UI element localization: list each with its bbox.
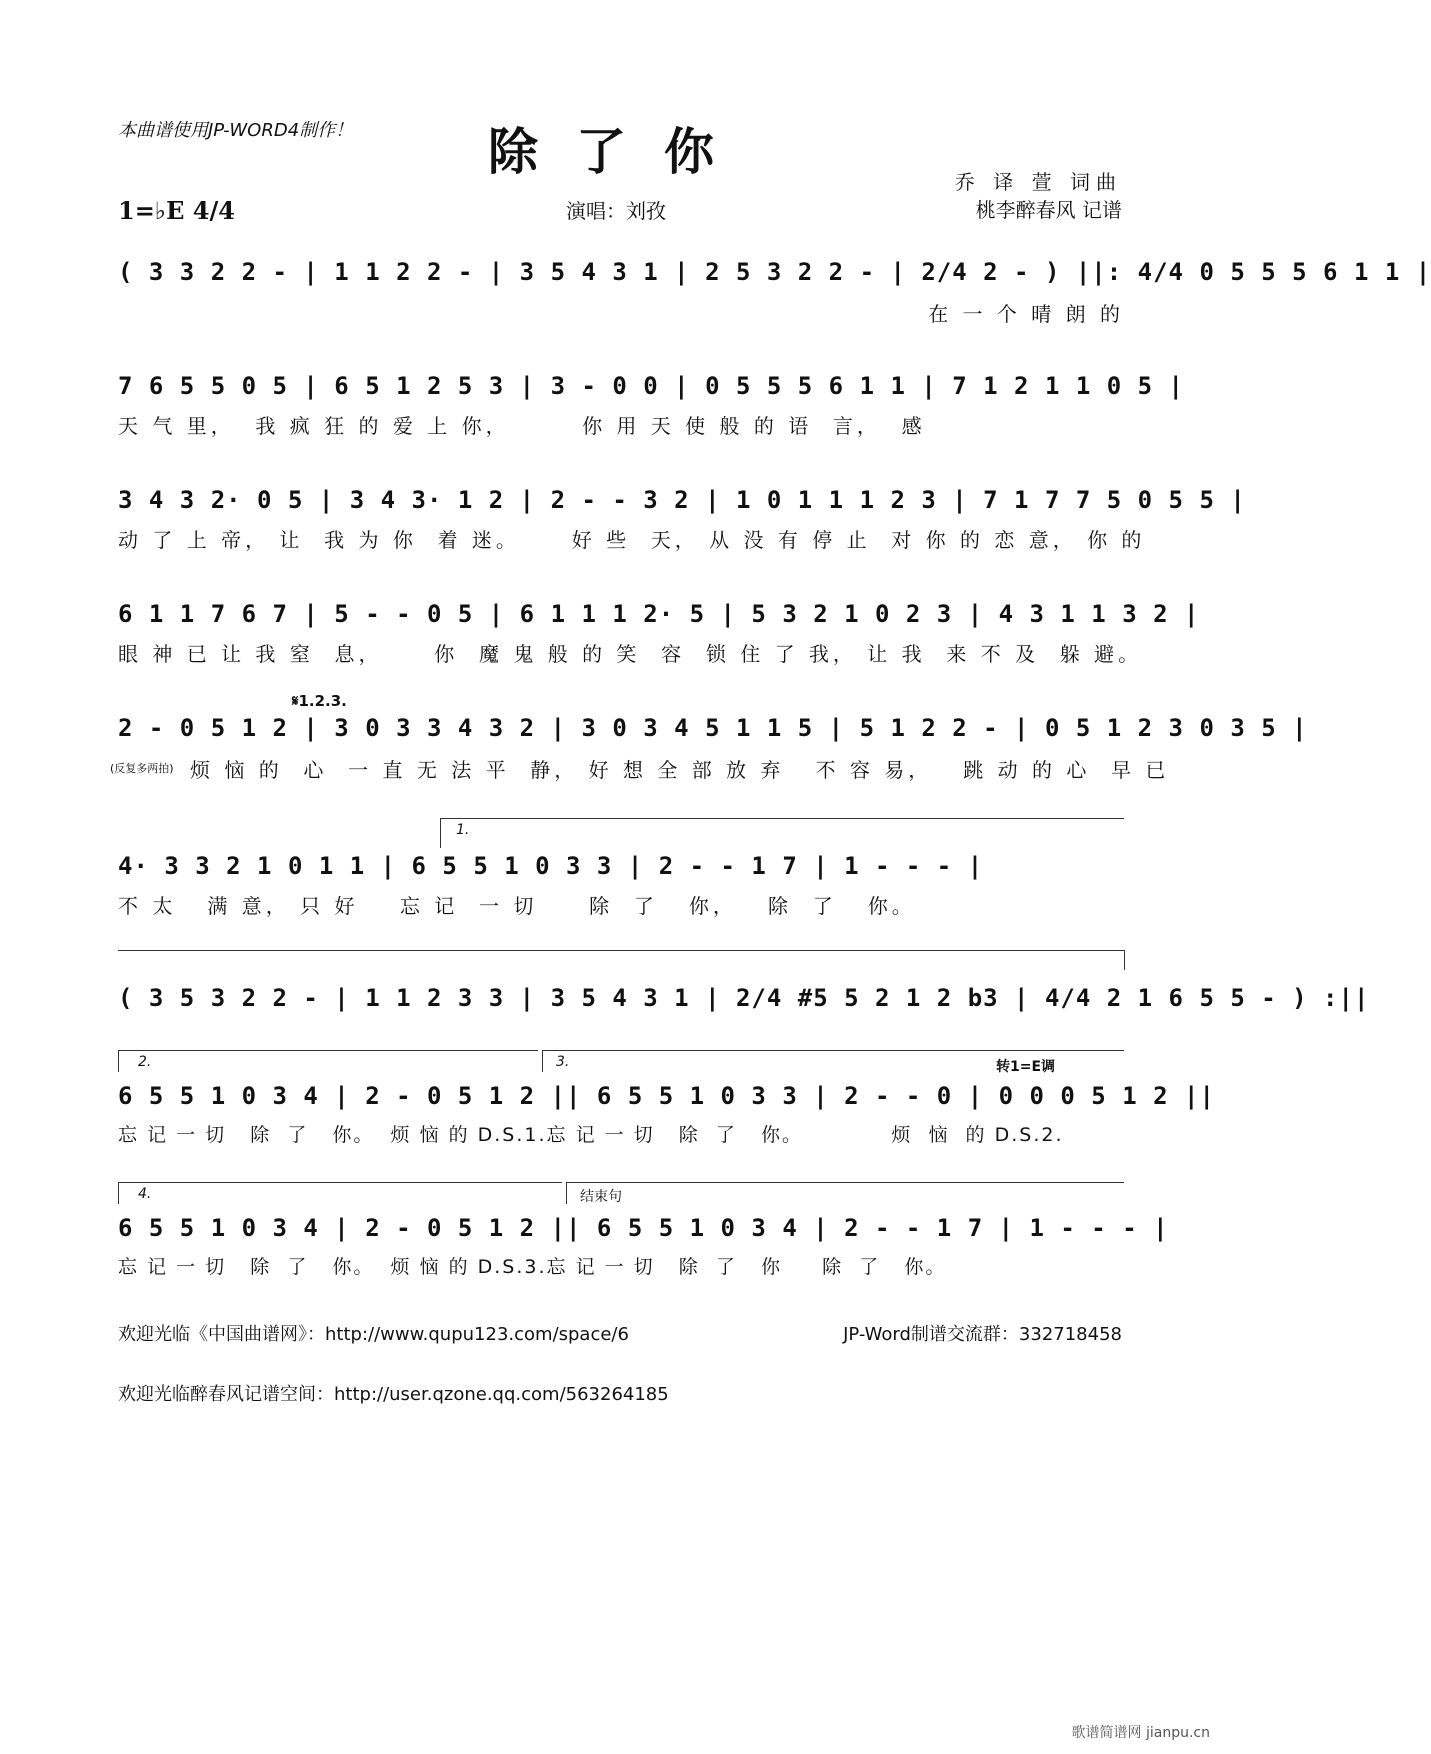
- score-row-3: 3 4 3 2· 0 5 | 3 4 3· 1 2 | 2 - - 3 2 | 1 0 1 1 1 2 3 | 7 1 7 7 5 0 5 5 |: [118, 486, 1246, 514]
- score-row-5: 2 - 0 5 1 2 | 3 0 3 3 4 3 2 | 3 0 3 4 5 1 1 5 | 5 1 2 2 - | 0 5 1 2 3 0 3 5 |: [118, 714, 1308, 742]
- score-row-4: 6 1 1 7 6 7 | 5 - - 0 5 | 6 1 1 1 2· 5 | 5 3 2 1 0 2 3 | 4 3 1 1 3 2 |: [118, 600, 1200, 628]
- volta-2-tick: [118, 1050, 119, 1072]
- lyric-row-3: 动 了 上 帝， 让 我 为 你 着 迷。 好 些 天， 从 没 有 停 止 对 你 的 恋 意， 你 的: [118, 528, 1146, 552]
- repeat-note: (反复多两拍): [110, 762, 174, 775]
- lyric-row-4: 眼 神 已 让 我 窒 息， 你 魔 鬼 般 的 笑 容 锁 住 了 我， 让 我 来 不 及 躲 避。: [118, 642, 1143, 666]
- modulation-note: 转1=E调: [996, 1059, 1056, 1075]
- ending-label: 结束句: [580, 1189, 622, 1205]
- score-row-9: 6 5 5 1 0 3 4 | 2 - 0 5 1 2 || 6 5 5 1 0 3 4 | 2 - - 1 7 | 1 - - - |: [118, 1214, 1169, 1242]
- transcriber-credit: 桃李醉春风 记谱: [975, 198, 1122, 222]
- volta-2-label: 2.: [138, 1054, 152, 1070]
- interlude-bracket: [118, 950, 1124, 951]
- key-signature: 1=♭E 4/4: [118, 196, 235, 225]
- tool-note: 本曲谱使用JP-WORD4制作！: [118, 120, 354, 141]
- volta-3-label: 3.: [556, 1054, 570, 1070]
- lyric-row-9: 忘 记 一 切 除 了 你。 烦 恼 的 D.S.3.忘 记 一 切 除 了 你 除 了 你。: [118, 1256, 947, 1278]
- song-title: 除了你: [488, 122, 752, 181]
- footer-link-2[interactable]: 欢迎光临醉春风记谱空间：http://user.qzone.qq.com/563264185: [118, 1384, 669, 1405]
- score-row-2: 7 6 5 5 0 5 | 6 5 1 2 5 3 | 3 - 0 0 | 0 5 5 5 6 1 1 | 7 1 2 1 1 0 5 |: [118, 372, 1184, 400]
- volta-1-label: 1.: [456, 822, 470, 838]
- footer-link-1[interactable]: 欢迎光临《中国曲谱网》：http://www.qupu123.com/space/6: [118, 1324, 629, 1345]
- volta-2-bracket: [118, 1050, 538, 1051]
- volta-4-label: 4.: [138, 1186, 152, 1202]
- score-row-8: 6 5 5 1 0 3 4 | 2 - 0 5 1 2 || 6 5 5 1 0 3 3 | 2 - - 0 | 0 0 0 5 1 2 ||: [118, 1082, 1215, 1110]
- volta-4-bracket: [118, 1182, 562, 1183]
- lyric-row-8: 忘 记 一 切 除 了 你。 烦 恼 的 D.S.1.忘 记 一 切 除 了 你。 烦 恼 的 D.S.2.: [118, 1124, 1064, 1146]
- volta-3-bracket: [542, 1050, 1124, 1051]
- score-row-7: ( 3 5 3 2 2 - | 1 1 2 3 3 | 3 5 4 3 1 | 2/4 #5 5 2 1 2 b3 | 4/4 2 1 6 5 5 - ) :||: [118, 984, 1370, 1012]
- watermark: 歌谱简谱网 jianpu.cn: [1071, 1725, 1210, 1741]
- interlude-tick: [1124, 950, 1125, 970]
- lyric-row-1: 在 一 个 晴 朗 的: [928, 302, 1124, 326]
- volta-4-tick: [118, 1182, 119, 1204]
- segno-mark: 𝄋1.2.3.: [292, 692, 347, 710]
- volta-3-tick: [542, 1050, 543, 1072]
- lyric-row-5: 烦 恼 的 心 一 直 无 法 平 静， 好 想 全 部 放 弃 不 容 易， 跳 动 的 心 早 已: [190, 758, 1170, 782]
- score-row-6: 4· 3 3 2 1 0 1 1 | 6 5 5 1 0 3 3 | 2 - - 1 7 | 1 - - - |: [118, 852, 984, 880]
- lyricist-credit: 乔 译 萱 词曲: [954, 170, 1122, 194]
- footer-qq-group: JP-Word制谱交流群：332718458: [843, 1324, 1122, 1345]
- ending-bracket: [566, 1182, 1124, 1183]
- volta-1-bracket: [440, 818, 1124, 819]
- singer-credit: 演唱：刘孜: [566, 199, 666, 223]
- ending-tick: [566, 1182, 567, 1204]
- score-row-1: ( 3 3 2 2 - | 1 1 2 2 - | 3 5 4 3 1 | 2 5 3 2 2 - | 2/4 2 - ) ||: 4/4 0 5 5 5 6 1 1 |: [118, 258, 1431, 286]
- lyric-row-2: 天 气 里， 我 疯 狂 的 爱 上 你， 你 用 天 使 般 的 语 言， 感: [118, 414, 926, 438]
- lyric-row-6: 不 太 满 意， 只 好 忘 记 一 切 除 了 你， 除 了 你。: [118, 894, 916, 918]
